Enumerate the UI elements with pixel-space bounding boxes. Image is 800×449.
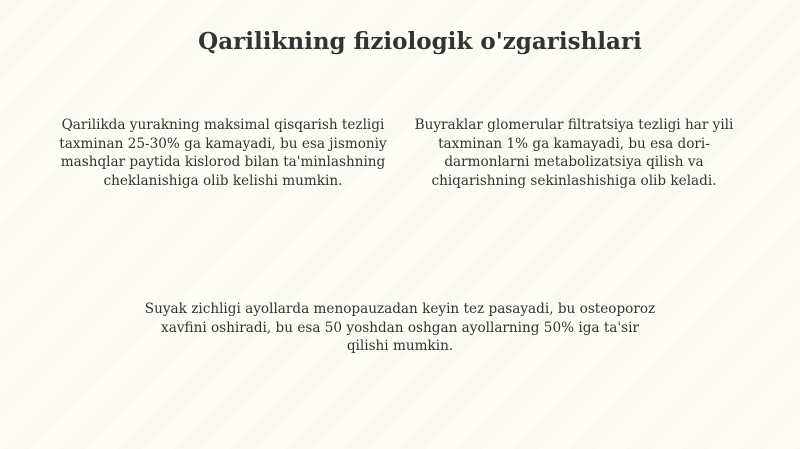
paragraph-heart: Qarilikda yurakning maksimal qisqarish tezligi taxminan 25-30% ga kamayadi, bu esa jismoniy mashqlar paytida kislorod bilan ta'minlashning cheklanishiga olib kelishi mumkin. — [59, 117, 387, 189]
slide-title: Qarilikning fiziologik o'zgarishlari — [198, 28, 642, 55]
paragraph-bone: Suyak zichligi ayollarda menopauzadan keyin tez pasayadi, bu osteoporoz xavfini oshiradi, bu esa 50 yoshdan oshgan ayollarning 50% iga ta'sir qilishi mumkin. — [144, 301, 656, 354]
paragraph-kidney: Buyraklar glomerular filtratsiya tezligi har yili taxminan 1% ga kamayadi, bu esa dori-darmonlarni metabolizatsiya qilish va chiqarishning sekinlashishiga olib keladi. — [414, 117, 734, 189]
